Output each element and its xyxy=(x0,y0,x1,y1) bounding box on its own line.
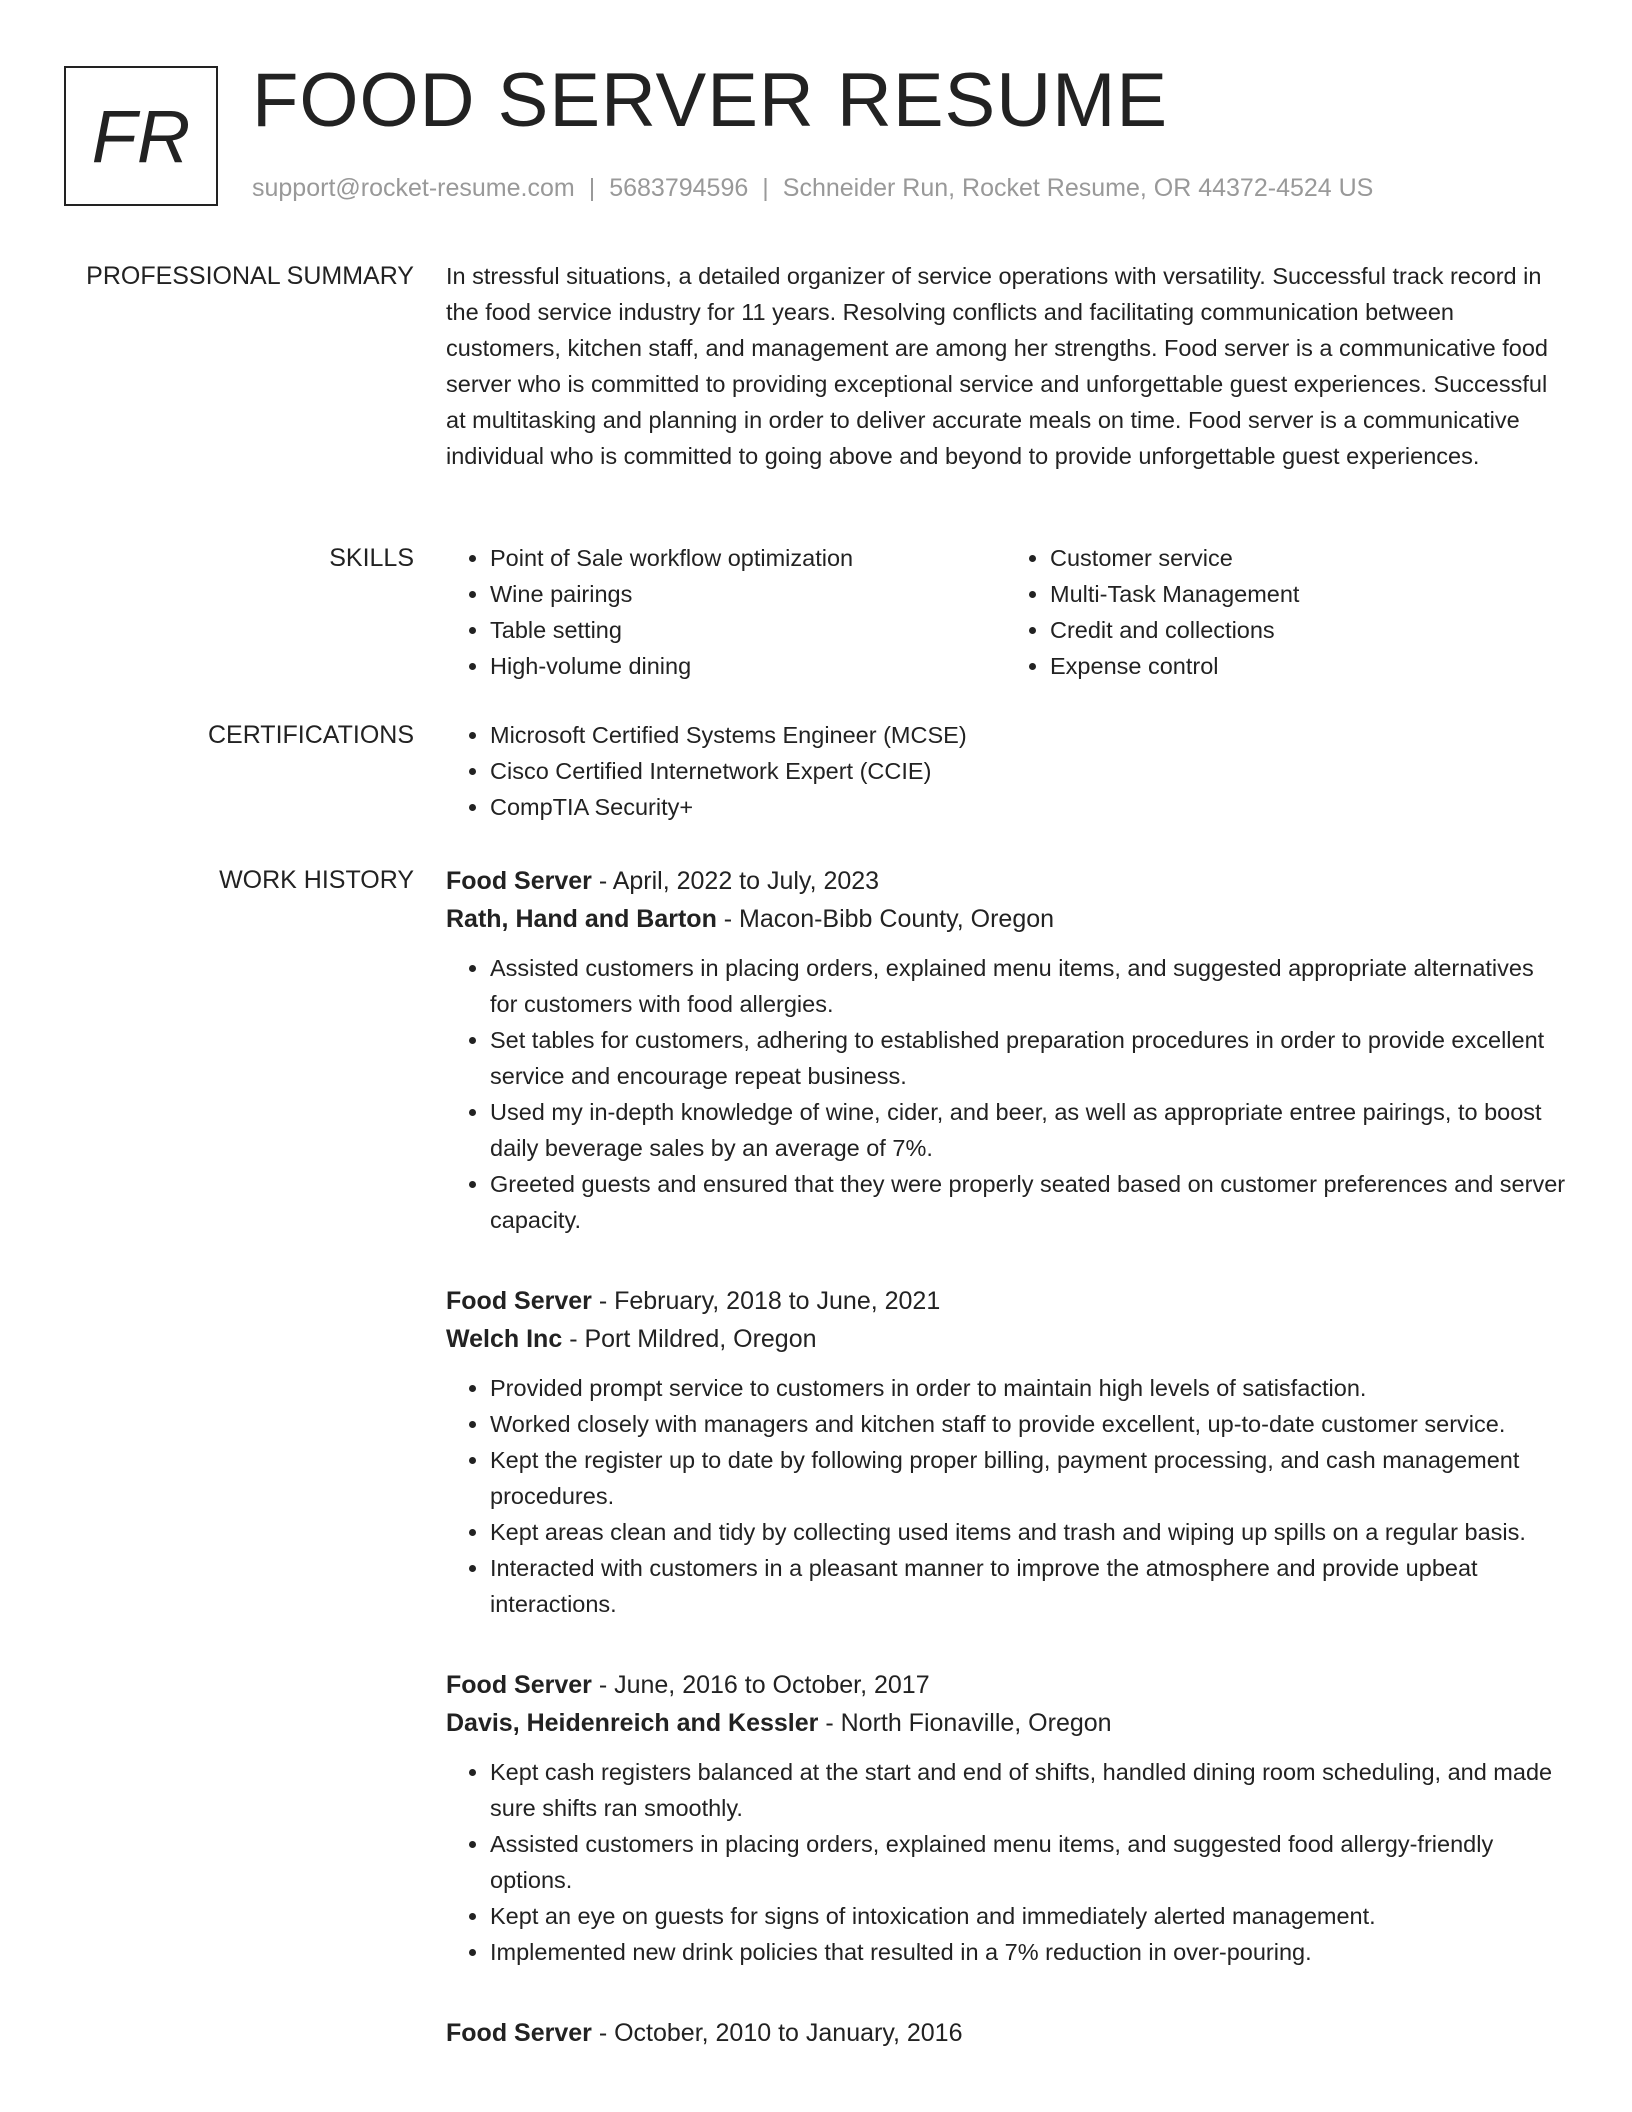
certifications-list xyxy=(446,717,1566,825)
certification-item: • Microsoft Certified Systems Engineer (MCSE) xyxy=(490,717,1566,753)
certification-item: • Cisco Certified Internetwork Expert (CCIE) xyxy=(490,753,1566,789)
job-bullet: • Kept cash registers balanced at the start and end of shifts, handled dining room scheduling, and made sure shifts ran smoothly. xyxy=(490,1754,1566,1826)
skills-column-1 xyxy=(446,540,1006,684)
job-dates: - October, 2010 to January, 2016 xyxy=(591,2019,963,2047)
monogram: FR xyxy=(64,66,218,206)
work-history-label: WORK HISTORY xyxy=(219,866,414,894)
contact-email[interactable]: support@rocket-resume.com xyxy=(252,174,575,202)
contact-line xyxy=(252,174,1373,203)
job-bullet: • Used my in-depth knowledge of wine, cider, and beer, as well as appropriate entree pairings, to boost daily beverage sales by an average of 7%. xyxy=(490,1094,1566,1166)
skill-item: • Wine pairings xyxy=(490,576,1006,612)
contact-phone[interactable]: 5683794596 xyxy=(609,174,749,202)
job-company: Welch Inc xyxy=(446,1325,563,1353)
job-dates: - April, 2022 to July, 2023 xyxy=(591,867,880,895)
job-dates: - February, 2018 to June, 2021 xyxy=(591,1287,941,1315)
work-history-list xyxy=(446,862,1566,2096)
job-title-line xyxy=(446,1666,1566,1704)
job-bullet: • Kept areas clean and tidy by collecting used items and trash and wiping up spills on a regular basis. xyxy=(490,1514,1566,1550)
skills-label: SKILLS xyxy=(329,544,414,572)
contact-separator: | xyxy=(762,174,769,202)
job-title: Food Server xyxy=(446,1287,592,1315)
job-entry xyxy=(446,1666,1566,1970)
job-company: Rath, Hand and Barton xyxy=(446,905,717,933)
summary-text: In stressful situations, a detailed organizer of service operations with versatility. Successful track record in the food service industry for 11 years. Resolving conflicts and facilitating communication between customers, kitchen staff, and management are among her strengths. Food server is a communicative food server who is committed to providing exceptional service and unforgettable guest experiences. Successful at multitasking and planning in order to deliver accurate meals on time. Food server is a communicative individual who is committed to going above and beyond to provide unforgettable guest experiences. xyxy=(446,263,1548,469)
job-title: Food Server xyxy=(446,2019,592,2047)
job-company-line xyxy=(446,1320,1566,1358)
job-bullet: • Set tables for customers, adhering to established preparation procedures in order to provide excellent service and encourage repeat business. xyxy=(490,1022,1566,1094)
skill-item: • Customer service xyxy=(1050,540,1566,576)
job-entry xyxy=(446,862,1566,1238)
job-bullet: • Provided prompt service to customers in order to maintain high levels of satisfaction. xyxy=(490,1370,1566,1406)
job-bullet: • Greeted guests and ensured that they were properly seated based on customer preferences and server capacity. xyxy=(490,1166,1566,1238)
job-entry xyxy=(446,2014,1566,2052)
job-bullet: • Assisted customers in placing orders, explained menu items, and suggested food allergy-friendly options. xyxy=(490,1826,1566,1898)
certifications-label: CERTIFICATIONS xyxy=(207,721,414,749)
skill-item: • Multi-Task Management xyxy=(1050,576,1566,612)
job-title-line xyxy=(446,2014,1566,2052)
job-bullet: • Kept the register up to date by following proper billing, payment processing, and cash management procedures. xyxy=(490,1442,1566,1514)
skill-item: • Credit and collections xyxy=(1050,612,1566,648)
skill-item: • Point of Sale workflow optimization xyxy=(490,540,1006,576)
job-company-line xyxy=(446,900,1566,938)
certification-item: • CompTIA Security+ xyxy=(490,789,1566,825)
skills-column-2 xyxy=(1006,540,1566,684)
job-company: Davis, Heidenreich and Kessler xyxy=(446,1709,819,1737)
job-bullet: • Interacted with customers in a pleasant manner to improve the atmosphere and provide upbeat interactions. xyxy=(490,1550,1566,1622)
job-title-line xyxy=(446,1282,1566,1320)
job-title-line xyxy=(446,862,1566,900)
job-location: - Macon-Bibb County, Oregon xyxy=(716,905,1055,933)
job-company-line xyxy=(446,1704,1566,1742)
job-entry xyxy=(446,1282,1566,1622)
job-location: - Port Mildred, Oregon xyxy=(562,1325,817,1353)
job-bullet: • Assisted customers in placing orders, explained menu items, and suggested appropriate alternatives for customers with food allergies. xyxy=(490,950,1566,1022)
contact-separator: | xyxy=(588,174,596,202)
skill-item: • High-volume dining xyxy=(490,648,1006,684)
job-title: Food Server xyxy=(446,1671,592,1699)
job-bullet: • Implemented new drink policies that resulted in a 7% reduction in over-pouring. xyxy=(490,1934,1566,1970)
job-bullet: • Kept an eye on guests for signs of intoxication and immediately alerted management. xyxy=(490,1898,1566,1934)
job-bullet: • Worked closely with managers and kitchen staff to provide excellent, up-to-date customer service. xyxy=(490,1406,1566,1442)
summary-label: PROFESSIONAL SUMMARY xyxy=(86,262,414,290)
job-dates: - June, 2016 to October, 2017 xyxy=(591,1671,930,1699)
contact-address: Schneider Run, Rocket Resume, OR 44372-4524 US xyxy=(782,174,1374,202)
skills-list xyxy=(446,540,1566,684)
job-title: Food Server xyxy=(446,867,592,895)
skill-item: • Expense control xyxy=(1050,648,1566,684)
job-location: - North Fionaville, Oregon xyxy=(818,1709,1112,1737)
skill-item: • Table setting xyxy=(490,612,1006,648)
page-title: FOOD SERVER RESUME xyxy=(252,58,1169,143)
